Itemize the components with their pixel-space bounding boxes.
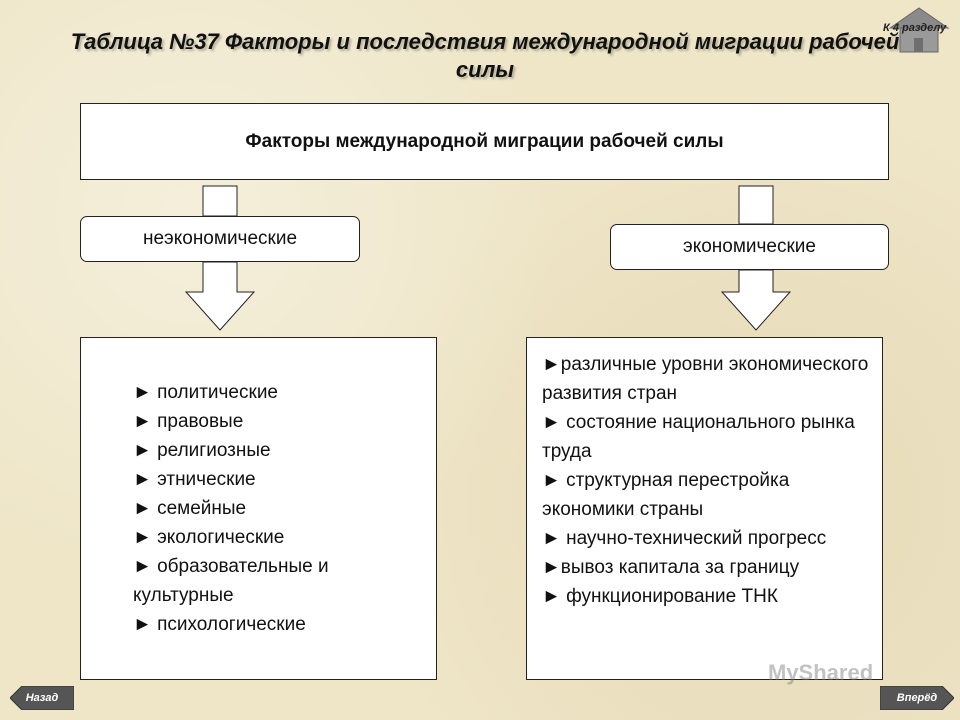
factors-header-text: Факторы международной миграции рабочей силы (245, 130, 724, 152)
list-item: ► структурная перестройка экономики страны (542, 470, 790, 520)
list-item: ► экологические (133, 527, 285, 548)
left-arrow-head (186, 262, 254, 330)
forward-button-label: Вперёд (896, 692, 938, 704)
forward-button[interactable] (880, 686, 954, 710)
list-item: ► правовые (133, 411, 244, 432)
watermark-text: MyShared (768, 660, 874, 685)
list-item: ► психологические (133, 614, 306, 635)
economic-category (610, 224, 889, 270)
non-economic-label: неэкономические (142, 228, 298, 249)
page-title: Таблица №37 Факторы и последствия международной миграции рабочей силы (70, 29, 900, 82)
left-arrow-upper-shaft (203, 186, 237, 216)
list-item: ► религиозные (133, 440, 271, 461)
right-arrow-upper-shaft (739, 186, 773, 224)
back-button-label: Назад (25, 692, 59, 704)
list-item: ► семейные (133, 498, 247, 519)
list-item: ►вывоз капитала за границу (542, 557, 800, 578)
economic-factors-box (526, 337, 883, 680)
list-item: ► образовательные и культурные (133, 556, 329, 606)
list-item: ► состояние национального рынка труда (542, 412, 855, 462)
right-arrow-head (722, 270, 790, 330)
list-item: ► научно-технический прогресс (542, 528, 827, 549)
list-item: ► функционирование ТНК (542, 586, 778, 607)
list-item: ► политические (133, 382, 278, 403)
list-item: ► этнические (133, 469, 256, 490)
list-item: ►различные уровни экономического развития стран (542, 354, 869, 404)
economic-label: экономические (683, 236, 816, 257)
home-button-label[interactable]: К 4 разделу (883, 22, 947, 34)
non-economic-category (80, 216, 360, 262)
back-button[interactable] (10, 686, 74, 710)
non-economic-factors-box (80, 337, 437, 680)
